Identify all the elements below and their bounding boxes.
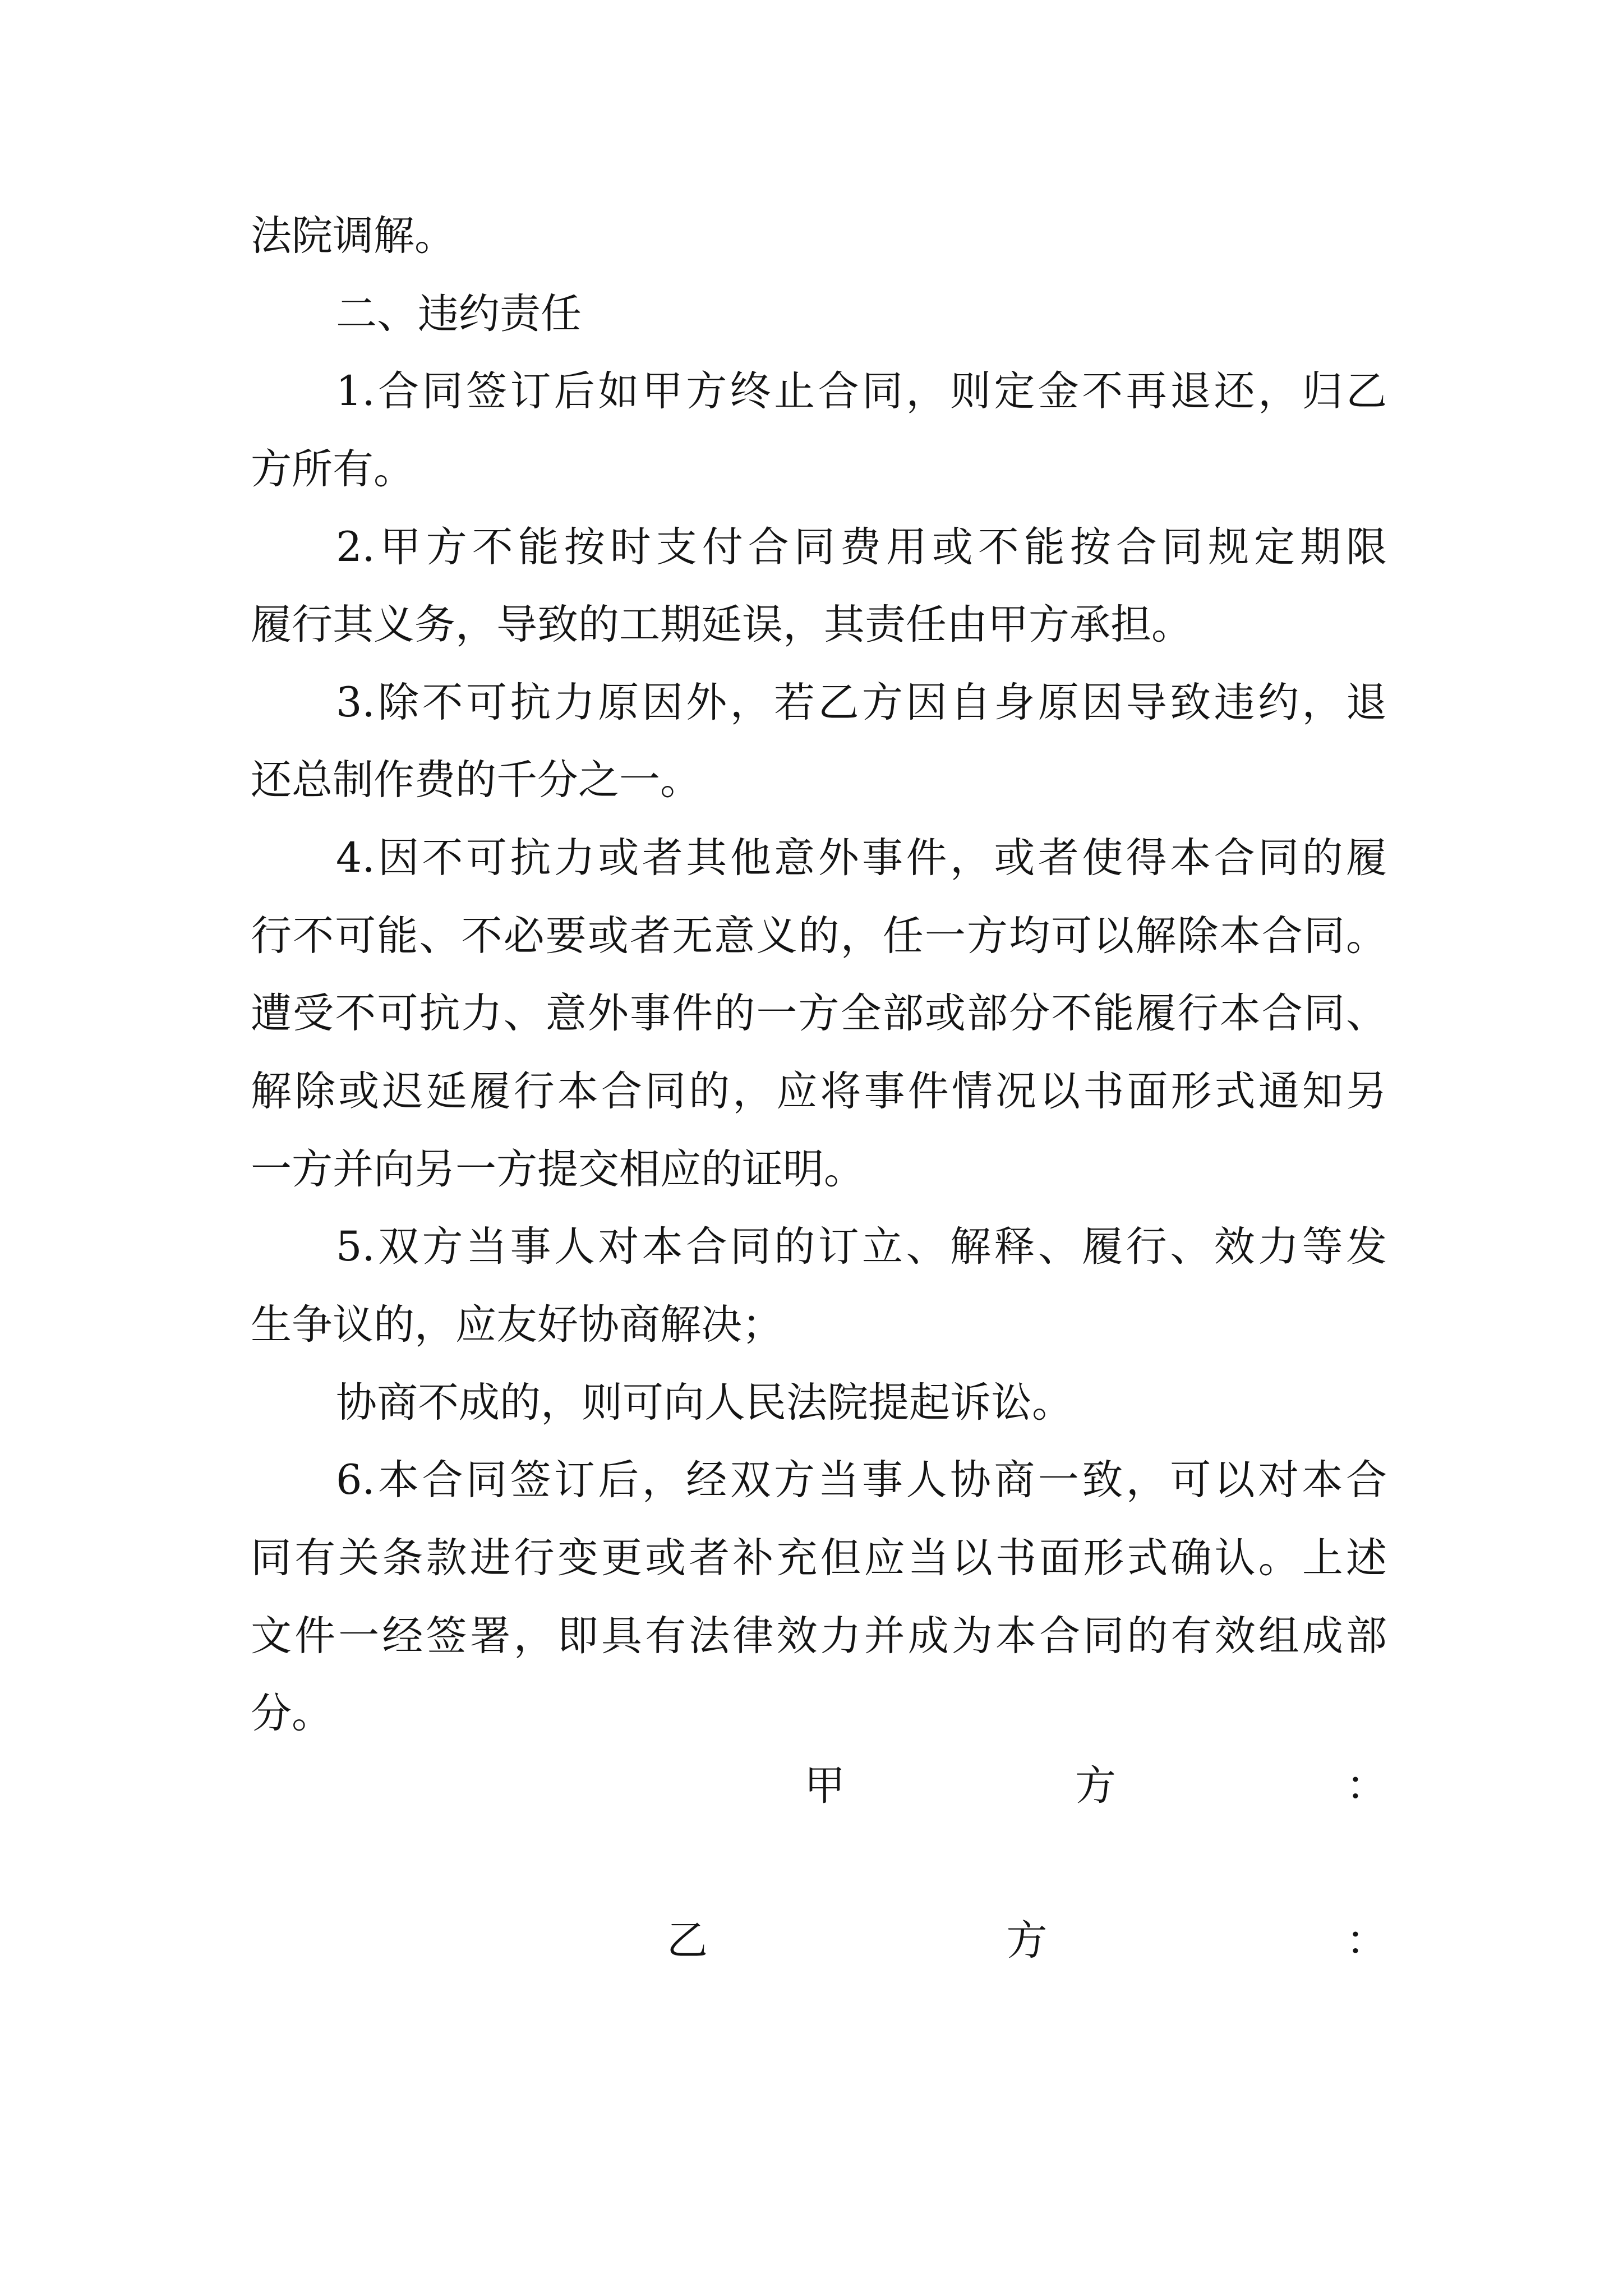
clause-5 bbox=[251, 1208, 1387, 1364]
clause-5-continuation bbox=[251, 1364, 1387, 1442]
signature-party-a bbox=[804, 1747, 1387, 1825]
paragraph-continuation bbox=[251, 197, 1387, 275]
signature-party-b-colon: ： bbox=[1346, 1917, 1387, 1964]
clause-1 bbox=[251, 353, 1387, 508]
signature-party-a-char: 方 bbox=[1075, 1762, 1116, 1810]
text-line: 履行其义务，导致的工期延误，其责任由甲方承担。 bbox=[251, 601, 1192, 649]
text-line: 解除或迟延履行本合同的，应将事件情况以书面形式通知另 bbox=[251, 1068, 1387, 1116]
clause-3 bbox=[251, 664, 1387, 820]
text-line: 还总制作费的千分之一。 bbox=[251, 756, 701, 804]
text-line: 5.双方当事人对本合同的订立、解释、履行、效力等发 bbox=[336, 1223, 1387, 1271]
text-line: 遭受不可抗力、意外事件的一方全部或部分不能履行本合同、 bbox=[251, 990, 1387, 1038]
text-line: 1.合同签订后如甲方终止合同，则定金不再退还，归乙 bbox=[336, 367, 1387, 416]
signature-party-a-char: 甲 bbox=[804, 1762, 845, 1810]
signature-party-a-colon: ： bbox=[1346, 1762, 1387, 1810]
text-line: 4.因不可抗力或者其他意外事件，或者使得本合同的履 bbox=[336, 834, 1387, 882]
text-line: 分。 bbox=[251, 1690, 333, 1738]
section-heading bbox=[251, 275, 1387, 353]
text-line: 2.甲方不能按时支付合同费用或不能按合同规定期限 bbox=[336, 523, 1387, 571]
section-heading-text: 二、违约责任 bbox=[336, 289, 582, 338]
signature-party-b-char: 方 bbox=[1006, 1917, 1048, 1964]
contract-body bbox=[251, 197, 1387, 1753]
signature-party-b-char: 乙 bbox=[667, 1917, 708, 1964]
text-line: 协商不成的，则可向人民法院提起诉讼。 bbox=[336, 1378, 1073, 1427]
text-line: 6.本合同签订后，经双方当事人协商一致，可以对本合 bbox=[336, 1456, 1387, 1504]
text-line: 生争议的，应友好协商解决； bbox=[251, 1300, 783, 1349]
text-line: 同有关条款进行变更或者补充但应当以书面形式确认。上述 bbox=[251, 1534, 1387, 1582]
clause-6 bbox=[251, 1442, 1387, 1753]
clause-4 bbox=[251, 820, 1387, 1208]
text-line: 3.除不可抗力原因外，若乙方因自身原因导致违约，退 bbox=[336, 678, 1387, 726]
clause-2 bbox=[251, 509, 1387, 664]
signature-party-b bbox=[667, 1902, 1387, 1980]
text-line: 一方并向另一方提交相应的证明。 bbox=[251, 1145, 865, 1193]
text-line: 行不可能、不必要或者无意义的，任一方均可以解除本合同。 bbox=[251, 912, 1387, 960]
text-line: 文件一经签署，即具有法律效力并成为本合同的有效组成部 bbox=[251, 1612, 1387, 1660]
text-line: 法院调解。 bbox=[251, 212, 455, 260]
text-line: 方所有。 bbox=[251, 445, 414, 493]
